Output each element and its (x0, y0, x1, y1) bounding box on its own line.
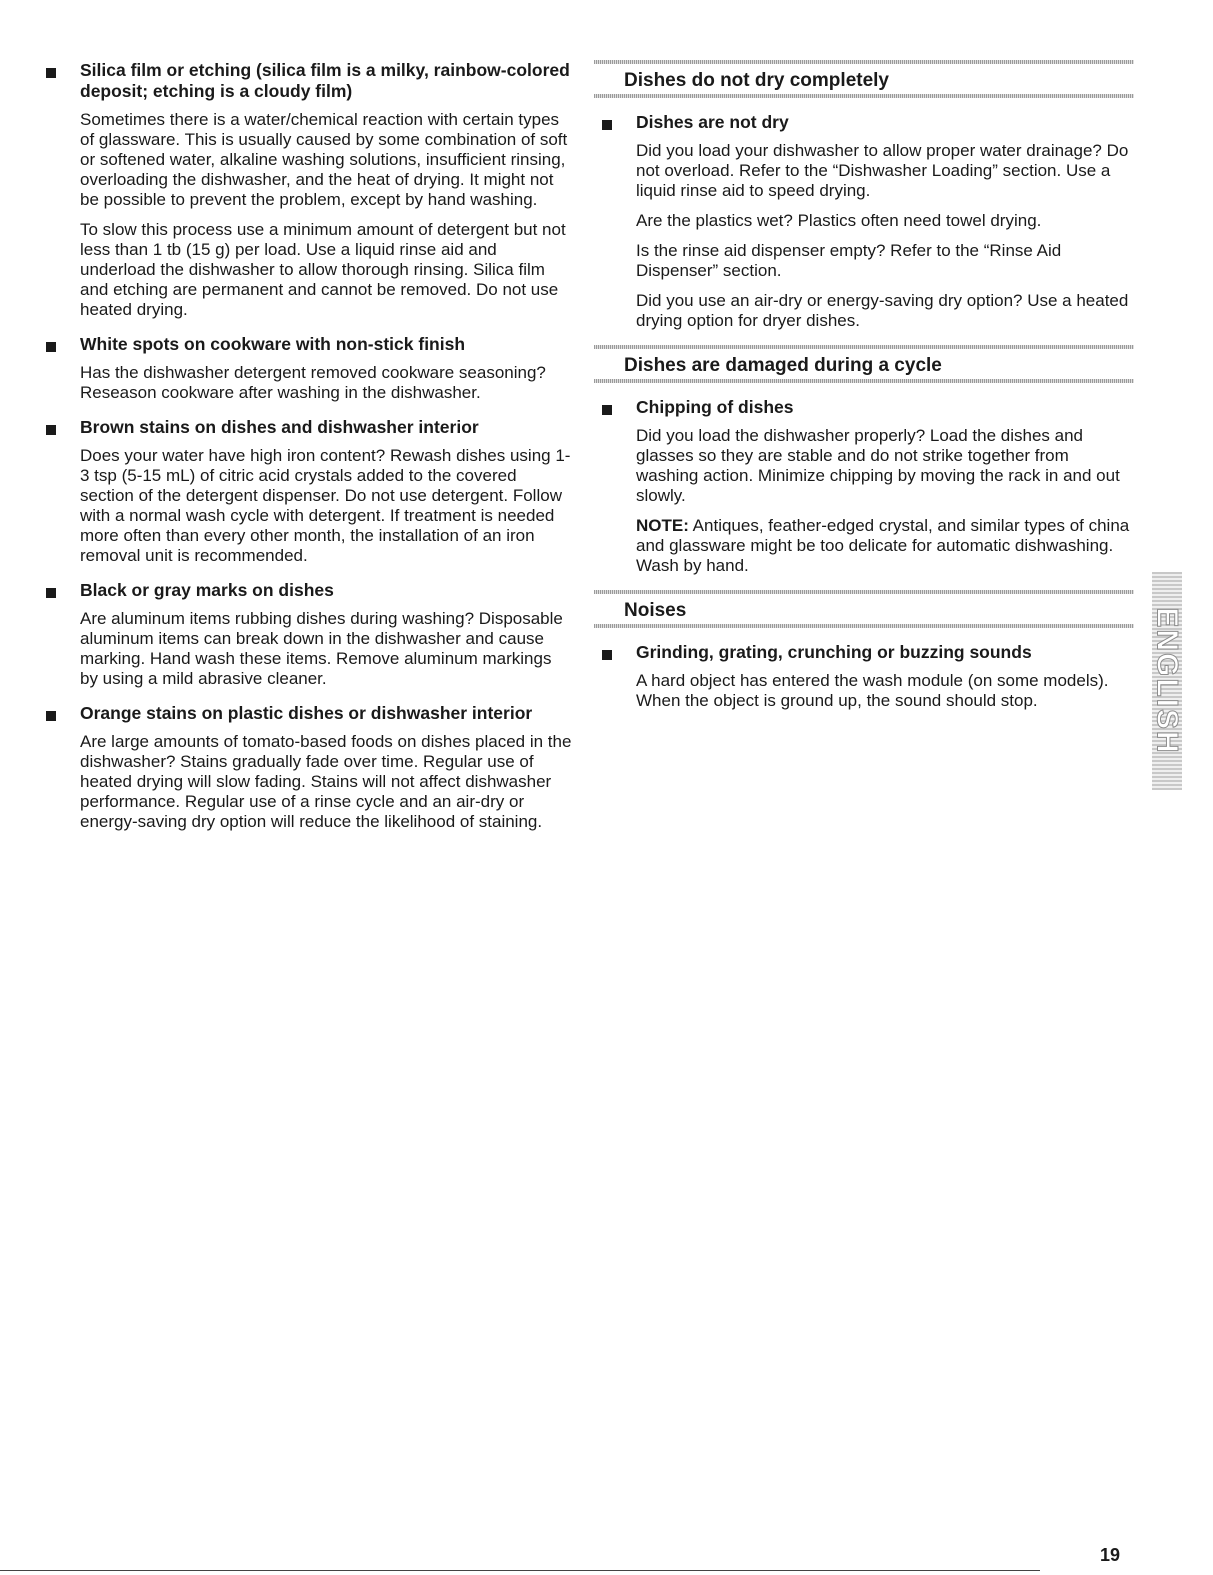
item-title: Chipping of dishes (636, 397, 794, 417)
list-item (38, 703, 573, 832)
bullet-icon (602, 650, 612, 660)
paragraph: Are large amounts of tomato-based foods on dishes placed in the dishwasher? Stains gradually fade over time. Regular use of heated drying will slow fading. Stains will not affect dishwasher performance. Regular use of a rinse cycle and an air-dry or energy-saving dry option will reduce the likelihood of staining. (80, 732, 572, 831)
note-label: NOTE: (636, 516, 689, 535)
bottom-rule (0, 1570, 1040, 1571)
item-title: Black or gray marks on dishes (80, 580, 334, 600)
right-column (594, 60, 1134, 725)
bullet-icon (46, 342, 56, 352)
section-heading: Dishes are damaged during a cycle (594, 345, 1134, 383)
section-dry (594, 60, 1134, 331)
paragraph: Sometimes there is a water/chemical reaction with certain types of glassware. This is usually caused by some combination of soft or softened water, alkaline washing solutions, insufficient rinsing, overloading the dishwasher, and the heat of drying. It might not be possible to prevent the problem, except by hand washing. (80, 110, 568, 209)
bullet-icon (602, 405, 612, 415)
paragraph: Did you use an air-dry or energy-saving dry option? Use a heated drying option for dryer dishes. (636, 291, 1129, 330)
page-number: 19 (1100, 1545, 1121, 1565)
list-item (38, 334, 573, 403)
paragraph: Did you load your dishwasher to allow proper water drainage? Do not overload. Refer to the “Dishwasher Loading” section. Use a liquid rinse aid to speed drying. (636, 141, 1129, 200)
bullet-icon (46, 425, 56, 435)
item-title: Orange stains on plastic dishes or dishwasher interior (80, 703, 533, 723)
paragraph: Are aluminum items rubbing dishes during washing? Disposable aluminum items can break down in the dishwasher and cause marking. Hand wash these items. Remove aluminum markings by using a mild abrasive cleaner. (80, 609, 563, 688)
list-item (594, 642, 1134, 711)
paragraph: To slow this process use a minimum amount of detergent but not less than 1 tb (15 g) per load. Use a liquid rinse aid and underload the dishwasher to allow thorough rinsing. Silica film and etching are permanent and cannot be removed. Do not use heated drying. (80, 220, 566, 319)
list-item (594, 112, 1134, 331)
paragraph: Has the dishwasher detergent removed cookware seasoning? Reseason cookware after washing in the dishwasher. (80, 363, 546, 402)
paragraph: A hard object has entered the wash module (on some models). When the object is ground up, the sound should stop. (636, 671, 1109, 710)
list-item (594, 397, 1134, 576)
bullet-icon (46, 68, 56, 78)
bullet-icon (46, 711, 56, 721)
section-heading: Dishes do not dry completely (594, 60, 1134, 98)
side-tab-label: ENGLISH (1151, 607, 1185, 755)
list-item (38, 580, 573, 689)
item-title: Grinding, grating, crunching or buzzing sounds (636, 642, 1032, 662)
paragraph: Does your water have high iron content? Rewash dishes using 1-3 tsp (5-15 mL) of citric acid crystals added to the covered section of the detergent dispenser. Do not use detergent. Follow with a normal wash cycle with detergent. If treatment is needed more often than every other month, the installation of an iron removal unit is recommended. (80, 446, 571, 565)
item-title: Dishes are not dry (636, 112, 789, 132)
language-side-tab (1151, 572, 1185, 790)
paragraph: Are the plastics wet? Plastics often need towel drying. (636, 211, 1042, 230)
list-item (38, 60, 573, 320)
bullet-icon (46, 588, 56, 598)
bullet-icon (602, 120, 612, 130)
note-text: Antiques, feather-edged crystal, and similar types of china and glassware might be too delicate for automatic dishwashing. Wash by hand. (636, 516, 1130, 575)
note-paragraph (636, 516, 1134, 576)
paragraph: Did you load the dishwasher properly? Load the dishes and glasses so they are stable and do not strike together from washing action. Minimize chipping by moving the rack in and out slowly. (636, 426, 1120, 505)
section-noises (594, 590, 1134, 711)
item-title: White spots on cookware with non-stick finish (80, 334, 466, 354)
item-title: Silica film or etching (silica film is a milky, rainbow-colored deposit; etching is a cloudy film) (80, 60, 570, 101)
left-column (38, 60, 573, 846)
section-damaged (594, 345, 1134, 576)
paragraph: Is the rinse aid dispenser empty? Refer to the “Rinse Aid Dispenser” section. (636, 241, 1062, 280)
item-title: Brown stains on dishes and dishwasher interior (80, 417, 479, 437)
list-item (38, 417, 573, 566)
section-heading: Noises (594, 590, 1134, 628)
